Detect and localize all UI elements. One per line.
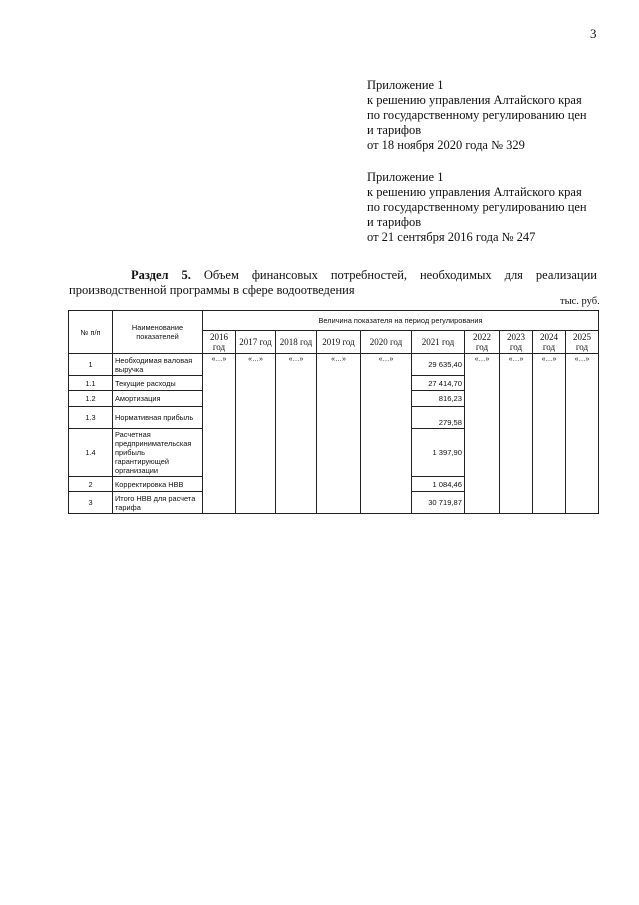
header-year: 2021 год: [412, 331, 465, 354]
row-num: 1.2: [69, 391, 113, 407]
cell-ellipsis: «…»: [236, 354, 276, 514]
cell-ellipsis: «…»: [465, 354, 500, 514]
section-heading: [69, 268, 597, 298]
row-value-2021: 30 719,87: [412, 492, 465, 514]
row-name: Итого НВВ для расчета тарифа: [113, 492, 203, 514]
row-name: Расчетная предпринимательская прибыль гарантирующей организации: [113, 429, 203, 477]
appendix-block-new: [367, 78, 627, 153]
header-num: № п/п: [69, 311, 113, 354]
cell-ellipsis: «…»: [500, 354, 533, 514]
row-name: Корректировка НВВ: [113, 477, 203, 492]
cell-ellipsis: «…»: [276, 354, 317, 514]
header-name: Наименование показателей: [113, 311, 203, 354]
cell-ellipsis: «…»: [203, 354, 236, 514]
cell-ellipsis: «…»: [361, 354, 412, 514]
header-year: 2016 год: [203, 331, 236, 354]
header-year: 2019 год: [317, 331, 361, 354]
row-value-2021: 816,23: [412, 391, 465, 407]
row-num: 1.4: [69, 429, 113, 477]
row-name: Необходимая валовая выручка: [113, 354, 203, 376]
cell-ellipsis: «…»: [566, 354, 599, 514]
appendix-line: по государственному регулированию цен: [367, 200, 587, 214]
header-year: 2022 год: [465, 331, 500, 354]
appendix-line: и тарифов: [367, 215, 422, 229]
header-period: Величина показателя на период регулирования: [203, 311, 599, 331]
header-year: 2024 год: [533, 331, 566, 354]
header-year: 2017 год: [236, 331, 276, 354]
appendix-line: от 21 сентября 2016 года № 247: [367, 230, 536, 244]
appendix-line: Приложение 1: [367, 170, 444, 184]
section-text: Объем финансовых потребностей, необходимых для реализации производственной программы в сфере водоотведения: [69, 268, 597, 297]
header-year: 2023 год: [500, 331, 533, 354]
header-year: 2025 год: [566, 331, 599, 354]
appendix-line: от 18 ноября 2020 года № 329: [367, 138, 525, 152]
table-row: [69, 354, 599, 376]
row-value-2021: 279,58: [412, 407, 465, 429]
appendix-block-original: [367, 170, 627, 245]
row-name: Амортизация: [113, 391, 203, 407]
row-value-2021: 27 414,70: [412, 376, 465, 391]
appendix-line: и тарифов: [367, 123, 422, 137]
row-num: 2: [69, 477, 113, 492]
row-num: 1.3: [69, 407, 113, 429]
row-value-2021: 29 635,40: [412, 354, 465, 376]
section-label: Раздел 5.: [131, 268, 191, 282]
row-num: 1.1: [69, 376, 113, 391]
financial-needs-table: [68, 310, 599, 514]
row-value-2021: 1 084,46: [412, 477, 465, 492]
appendix-line: к решению управления Алтайского края: [367, 93, 582, 107]
units-label: тыс. руб.: [560, 296, 600, 307]
cell-ellipsis: «…»: [533, 354, 566, 514]
appendix-line: к решению управления Алтайского края: [367, 185, 582, 199]
row-num: 3: [69, 492, 113, 514]
row-value-2021: 1 397,90: [412, 429, 465, 477]
header-year: 2020 год: [361, 331, 412, 354]
row-num: 1: [69, 354, 113, 376]
appendix-line: по государственному регулированию цен: [367, 108, 587, 122]
cell-ellipsis: «…»: [317, 354, 361, 514]
page-number: 3: [590, 26, 597, 41]
row-name: Текущие расходы: [113, 376, 203, 391]
header-year: 2018 год: [276, 331, 317, 354]
row-name: Нормативная прибыль: [113, 407, 203, 429]
appendix-line: Приложение 1: [367, 78, 444, 92]
